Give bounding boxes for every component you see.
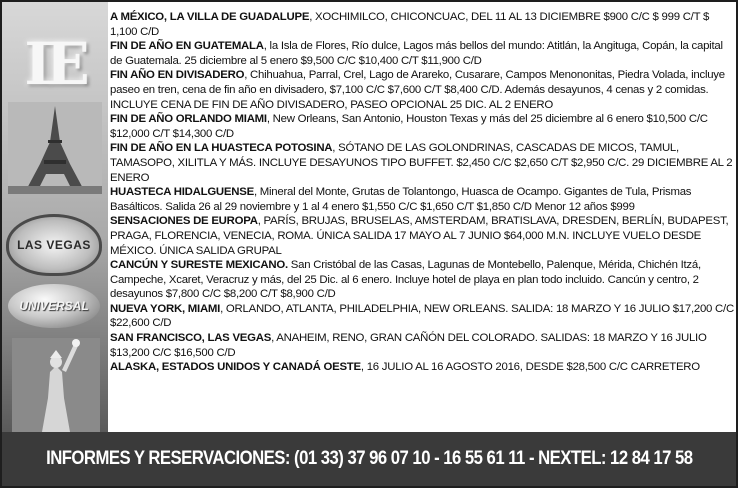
package-title: ALASKA, ESTADOS UNIDOS Y CANADÁ OESTE xyxy=(110,361,361,374)
statue-of-liberty-image xyxy=(12,338,100,432)
package-entry xyxy=(110,112,736,141)
package-title: A MÉXICO, LA VILLA DE GUADALUPE xyxy=(110,11,310,23)
package-entry xyxy=(110,185,736,214)
contact-footer xyxy=(2,432,736,486)
package-title: SAN FRANCISCO, LAS VEGAS xyxy=(110,332,272,345)
package-entry xyxy=(110,214,736,258)
package-entry xyxy=(110,302,736,331)
package-list xyxy=(110,10,736,375)
package-details: , ANAHEIM, RENO, GRAN CAÑÓN DEL COLORADO. SALIDAS: 18 MARZO Y 16 JULIO $13,200 C/C $16,500 C/D xyxy=(110,332,707,359)
package-entry xyxy=(110,141,736,185)
package-details: , XOCHIMILCO, CHICONCUAC, DEL 11 AL 13 DICIEMBRE $900 C/C $ 999 C/T $ 1,100 C/D xyxy=(110,11,710,38)
package-title: FIN DE AÑO EN GUATEMALA xyxy=(110,40,264,53)
package-entry xyxy=(110,360,736,375)
package-entry xyxy=(110,10,736,39)
package-title: CANCÚN Y SURESTE MEXICANO. xyxy=(110,259,288,272)
package-title: NUEVA YORK, MIAMI xyxy=(110,302,221,315)
package-title: HUASTECA HIDALGUENSE xyxy=(110,186,254,199)
package-entry xyxy=(110,68,736,112)
brand-logo: IE xyxy=(24,30,84,98)
contact-info-text: INFORMES Y RESERVACIONES: (01 33) 37 96 07 10 - 16 55 61 11 - NEXTEL: 12 84 17 58 xyxy=(45,448,693,469)
package-entry xyxy=(110,258,736,302)
universal-globe-text: UNIVERSAL xyxy=(19,299,89,313)
package-details: , SÓTANO DE LAS GOLONDRINAS, CASCADAS DE MICOS, TAMUL, TAMASOPO, XILITLA Y MÁS. INCLUYE DESAYUNOS TIPO BUFFET. $2,450 C/C $2,650 C/T $2,950 C/C. 29 DICIEMBRE AL 2 ENERO xyxy=(110,142,733,184)
package-details: , la Isla de Flores, Río dulce, Lagos más bellos del mundo: Atitlán, la Angituga, Copán, la capital de Guatemala. 25 diciembre al 5 enero $9,500 C/C $10,400 C/T $11,900 C/D xyxy=(110,40,723,67)
package-details: , 16 JULIO AL 16 AGOSTO 2016, DESDE $28,500 C/C CARRETERO xyxy=(360,361,700,374)
package-entry xyxy=(110,331,736,360)
package-title: FIN DE AÑO ORLANDO MIAMI xyxy=(110,113,267,126)
las-vegas-sign-image xyxy=(6,214,102,276)
package-details: San Cristóbal de las Casas, Lagunas de Montebello, Palenque, Mérida, Chichén Itzá, Campeche, Xcaret, Veracruz y más, del 25 Dic. al 6 enero. Incluye hotel de playa en plan todo incluido. Cancún y centro, 2 desayunos $7,800 C/C $8,200 C/T $8,900 C/D xyxy=(110,259,701,301)
package-details: , ORLANDO, ATLANTA, PHILADELPHIA, NEW ORLEANS. SALIDA: 18 MARZO Y 16 JULIO $17,200 C/C $22,600 C/D xyxy=(110,302,734,330)
package-details: , Chihuahua, Parral, Crel, Lago de Arareko, Cusarare, Campos Menononitas, Piedra Volada, incluye paseo en tren, cena de fin año en divisadero, $7,100 C/C $7,600 C/T $8,400 C/D. Además desayunos, 4 cenas y 2 comidas. INCLUYE CENA DE FIN DE AÑO DIVISADERO, PASEO OPCIONAL 25 DIC. AL 2 ENERO xyxy=(110,69,725,111)
eiffel-tower-image xyxy=(8,102,102,194)
package-details: , Mineral del Monte, Grutas de Tolantongo, Huasca de Ocampo. Gigantes de Tula, Prismas Basálticos. Salida 26 al 29 noviembre y 1 al 4 enero $1,550 C/C $1,650 C/T $1,850 C/D Menor 12 años $999 xyxy=(110,186,692,213)
las-vegas-sign-text: LAS VEGAS xyxy=(17,238,91,252)
package-title: FIN DE AÑO EN LA HUASTECA POTOSINA xyxy=(110,142,333,155)
photo-collage-sidebar xyxy=(2,2,108,432)
package-details: , New Orleans, San Antonio, Houston Texas y más del 25 diciembre al 6 enero $10,500 C/C $12,000 C/T $14,300 C/D xyxy=(110,113,708,140)
package-entry xyxy=(110,39,736,68)
package-title: SENSACIONES DE EUROPA xyxy=(110,215,258,228)
package-title: FIN AÑO EN DIVISADERO xyxy=(110,69,245,82)
package-details: , PARÍS, BRUJAS, BRUSELAS, AMSTERDAM, BRATISLAVA, DRESDEN, BERLÍN, BUDAPEST, PRAGA, FLORENCIA, VENECIA, ROMA. ÚNICA SALIDA 17 MAYO AL 7 JUNIO $64,000 M.N. INCLUYE VUELO DESDE MÉXICO. ÚNICA SALIDA GRUPAL xyxy=(110,215,729,257)
universal-globe-image xyxy=(8,284,100,328)
